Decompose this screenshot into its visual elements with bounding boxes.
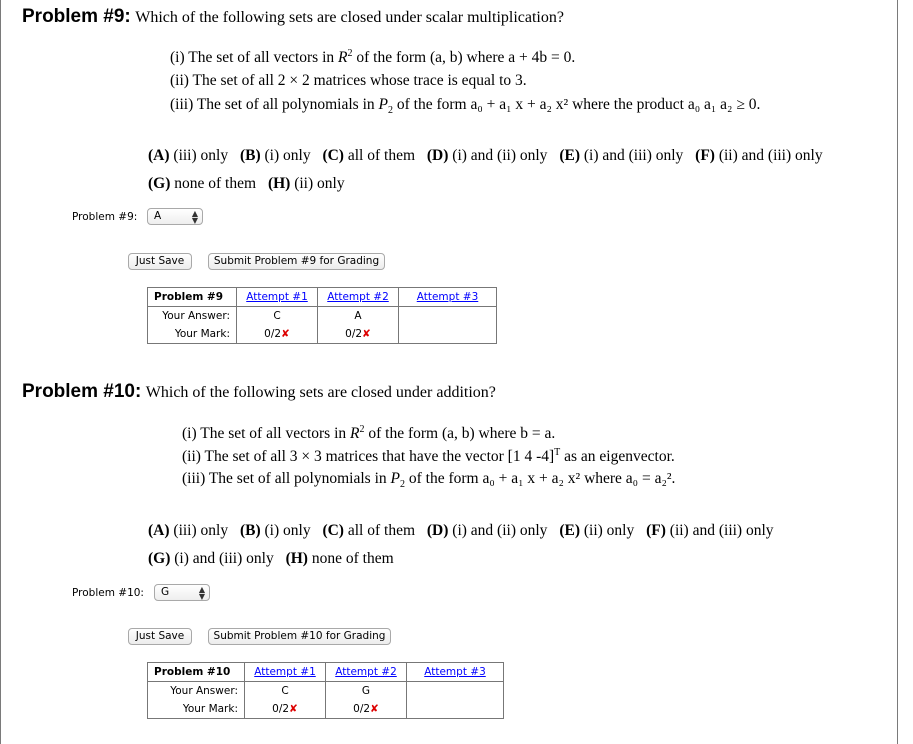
attempt-1-link[interactable]: [237, 288, 318, 307]
problem-10-statement-3: [182, 470, 675, 490]
wrong-x-icon: ✘: [370, 703, 379, 715]
statement-text: (iii) The set of all polynomials in: [170, 96, 379, 113]
statement-text: of the form a₀ + a₁ x + a₂ x² where a₀ = a₂².: [404, 470, 676, 487]
submit-problem-9-button[interactable]: Submit Problem #9 for Grading: [208, 253, 385, 270]
problem-9-statement-2: (ii) The set of all 2 × 2 matrices whose trace is equal to 3.: [170, 72, 527, 89]
select-updown-icon: ▲ ▼: [198, 585, 205, 601]
space-subscript: 2: [399, 479, 405, 491]
attempt-1-mark: [245, 700, 326, 719]
option-c: (C) all of them: [322, 522, 416, 539]
attempt-2-link[interactable]: [326, 663, 407, 682]
attempt-1-link-text[interactable]: Attempt #1: [254, 666, 316, 678]
option-e: (E) (ii) only: [559, 522, 635, 539]
option-e: (E) (i) and (iii) only: [559, 147, 684, 164]
statement-text: (i) The set of all vectors in: [170, 49, 339, 67]
problem-9-attempts-table: [147, 287, 497, 344]
attempt-3-link-text[interactable]: Attempt #3: [416, 291, 479, 303]
attempt-3-answer: [399, 307, 497, 326]
problem-10-options-line-1: [148, 522, 782, 540]
table-row: [148, 307, 497, 326]
attempt-1-answer: C: [237, 307, 318, 326]
problem-9-options-line-1: [148, 147, 831, 165]
wrong-x-icon: ✘: [289, 703, 298, 715]
space-subscript: 2: [387, 105, 393, 117]
attempt-2-mark: [326, 700, 407, 719]
problem-10-answer-select[interactable]: [154, 584, 210, 601]
wrong-x-icon: ✘: [362, 328, 371, 340]
table-corner: Problem #9: [148, 288, 237, 307]
option-a: (A) (iii) only: [148, 147, 229, 164]
option-f: (F) (ii) and (iii) only: [646, 522, 774, 539]
space-exponent: 2: [359, 424, 365, 435]
statement-text: (ii) The set of all 3 × 3 matrices that have the vector [1 4 -4]: [182, 448, 555, 466]
statement-text: of the form a₀ + a₁ x + a₂ x² where the product a₀ a₁ a₂ ≥ 0.: [392, 96, 761, 113]
attempt-2-mark: [318, 325, 399, 344]
attempt-3-mark: [399, 325, 497, 344]
option-d: (D) (i) and (ii) only: [426, 522, 548, 539]
space-exponent: 2: [347, 48, 353, 59]
space-symbol: R: [350, 425, 360, 443]
attempt-3-link[interactable]: [399, 288, 497, 307]
statement-text: (i) The set of all vectors in: [182, 425, 351, 443]
table-row: [148, 700, 504, 719]
option-b: (B) (i) only: [239, 522, 311, 539]
option-h: (H) none of them: [285, 550, 394, 567]
statement-text: of the form (a, b) where a + 4b = 0.: [352, 49, 576, 67]
your-answer-label: Your Answer:: [148, 682, 245, 701]
your-mark-label: Your Mark:: [148, 325, 237, 344]
option-a: (A) (iii) only: [148, 522, 229, 539]
problem-10-number: Problem #10:: [22, 381, 142, 402]
table-row: [148, 682, 504, 701]
attempt-2-link-text[interactable]: Attempt #2: [327, 291, 389, 303]
option-h: (H) (ii) only: [267, 175, 345, 192]
your-mark-label: Your Mark:: [148, 700, 245, 719]
just-save-button[interactable]: Just Save: [128, 253, 192, 270]
attempt-1-answer: C: [245, 682, 326, 701]
option-f: (F) (ii) and (iii) only: [695, 147, 823, 164]
space-symbol: R: [338, 49, 348, 67]
problem-10-attempts-table: [147, 662, 504, 719]
problem-10-heading: [22, 381, 496, 403]
attempt-3-answer: [407, 682, 504, 701]
selected-value: G: [161, 586, 170, 598]
submit-problem-10-button[interactable]: Submit Problem #10 for Grading: [208, 628, 391, 645]
problem-9-statement-3: [170, 96, 760, 116]
attempt-3-mark: [407, 700, 504, 719]
problem-10-answer-label: Problem #10:: [72, 587, 144, 599]
problem-10-statement-1: [182, 424, 555, 443]
wrong-x-icon: ✘: [281, 328, 290, 340]
attempt-3-link-text[interactable]: Attempt #3: [424, 666, 486, 678]
problem-9-options-line-2: [148, 175, 353, 193]
mark-value: 0/2: [345, 328, 363, 340]
attempt-3-link[interactable]: [407, 663, 504, 682]
problem-9-answer-select[interactable]: [147, 208, 203, 225]
option-g: (G) none of them: [148, 175, 257, 192]
problem-10-question: Which of the following sets are closed under addition?: [145, 384, 496, 401]
table-header-row: [148, 663, 504, 682]
problem-10-statement-2: [182, 447, 675, 466]
problem-9-number: Problem #9:: [22, 6, 131, 27]
just-save-button[interactable]: Just Save: [128, 628, 192, 645]
page-frame-right: [897, 0, 898, 744]
problem-9-question: Which of the following sets are closed under scalar multiplication?: [135, 9, 564, 26]
table-header-row: [148, 288, 497, 307]
option-b: (B) (i) only: [239, 147, 311, 164]
mark-value: 0/2: [272, 703, 290, 715]
transpose-superscript: T: [554, 447, 561, 458]
option-d: (D) (i) and (ii) only: [426, 147, 548, 164]
mark-value: 0/2: [353, 703, 371, 715]
problem-9-statement-1: [170, 48, 575, 67]
attempt-2-link-text[interactable]: Attempt #2: [335, 666, 397, 678]
attempt-2-answer: G: [326, 682, 407, 701]
your-answer-label: Your Answer:: [148, 307, 237, 326]
attempt-1-link-text[interactable]: Attempt #1: [246, 291, 308, 303]
attempt-1-mark: [237, 325, 318, 344]
space-symbol: P: [378, 96, 388, 113]
table-corner: Problem #10: [148, 663, 245, 682]
table-row: [148, 325, 497, 344]
statement-text: (iii) The set of all polynomials in: [182, 470, 391, 487]
statement-text: as an eigenvector.: [560, 448, 675, 466]
problem-9-heading: [22, 6, 564, 28]
attempt-2-link[interactable]: [318, 288, 399, 307]
mark-value: 0/2: [264, 328, 282, 340]
problem-10-options-line-2: [148, 550, 402, 568]
statement-text: of the form (a, b) where b = a.: [364, 425, 556, 443]
selected-value: A: [154, 210, 162, 222]
attempt-2-answer: A: [318, 307, 399, 326]
space-symbol: P: [390, 470, 400, 487]
option-g: (G) (i) and (iii) only: [148, 550, 274, 567]
attempt-1-link[interactable]: [245, 663, 326, 682]
select-updown-icon: ▲ ▼: [191, 209, 198, 225]
page-frame-left: [0, 0, 1, 744]
problem-9-answer-label: Problem #9:: [72, 211, 138, 223]
option-c: (C) all of them: [322, 147, 416, 164]
